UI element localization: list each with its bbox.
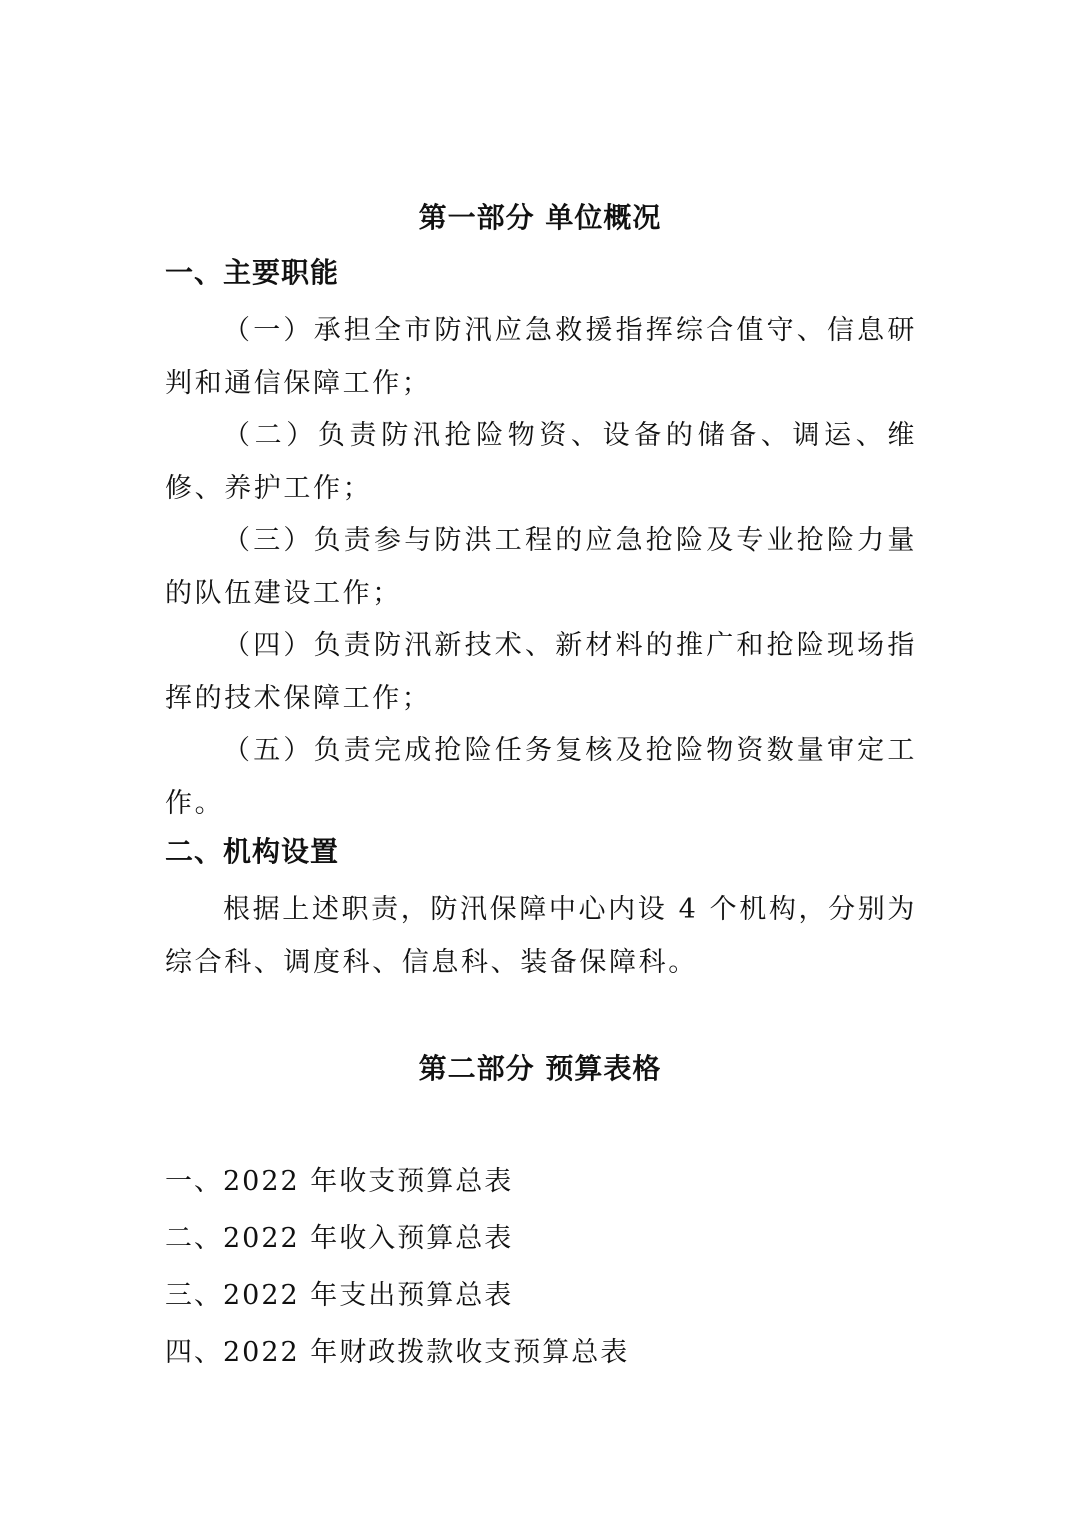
function-item-5: （五）负责完成抢险任务复核及抢险物资数量审定工作。 [165,735,917,819]
function-item-3: （三）负责参与防洪工程的应急抢险及专业抢险力量的队伍建设工作； [165,525,917,609]
part2-title: 第二部分 预算表格 [418,1052,662,1085]
function-item-1: （一）承担全市防汛应急救援指挥综合值守、信息研判和通信保障工作； [165,315,917,399]
budget-table-item-4: 四、2022 年财政拨款收支预算总表 [165,1337,630,1368]
part1-title: 第一部分 单位概况 [418,201,662,234]
function-item-4: （四）负责防汛新技术、新材料的推广和抢险现场指挥的技术保障工作； [165,630,917,714]
function-item-2: （二）负责防汛抢险物资、设备的储备、调运、维修、养护工作； [165,420,917,504]
budget-table-item-1: 一、2022 年收支预算总表 [165,1166,514,1197]
section2-heading: 二、机构设置 [165,835,340,868]
section1-heading: 一、主要职能 [165,256,340,289]
organization-text: 根据上述职责，防汛保障中心内设 4 个机构，分别为综合科、调度科、信息科、装备保障科。 [165,894,917,978]
budget-table-item-3: 三、2022 年支出预算总表 [165,1280,514,1311]
budget-table-item-2: 二、2022 年收入预算总表 [165,1223,514,1254]
